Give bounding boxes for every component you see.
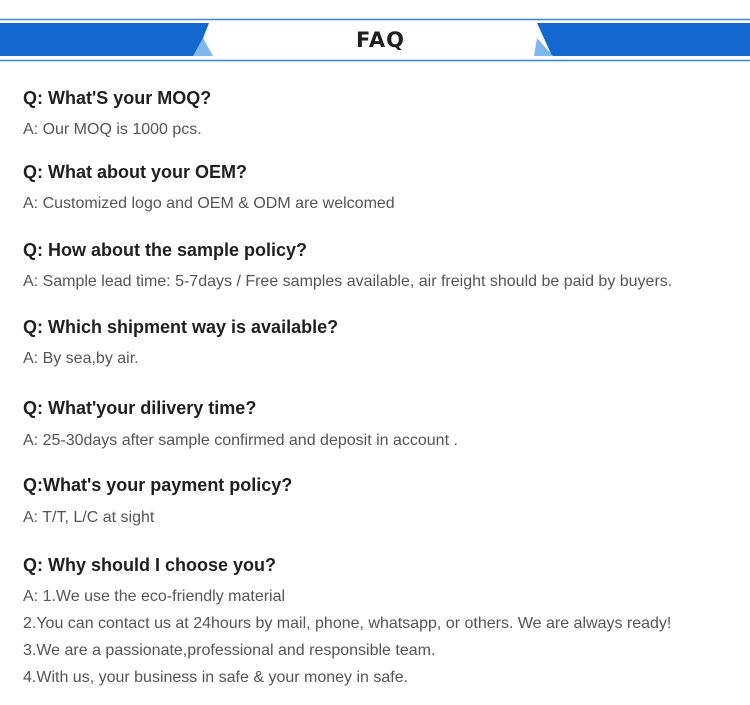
faq-answer: A: 1.We use the eco-friendly material: [23, 588, 286, 605]
faq-answer: A: Customized logo and OEM & ODM are welcomed: [23, 195, 395, 212]
faq-question: Q:What's your payment policy?: [23, 475, 293, 495]
faq-answer-line: 4.With us, your business in safe & your money in safe.: [23, 669, 409, 686]
faq-question: Q: What about your OEM?: [23, 162, 247, 182]
faq-answer: A: 25-30days after sample confirmed and deposit in account .: [23, 432, 458, 449]
faq-question: Q: What'your dilivery time?: [23, 398, 257, 418]
faq-answer-line: 3.We are a passionate,professional and responsible team.: [23, 642, 436, 659]
page-title: FAQ: [355, 28, 406, 52]
faq-question: Q: Why should I choose you?: [23, 555, 277, 575]
faq-answer: A: T/T, L/C at sight: [23, 509, 155, 526]
faq-answer-line: 2.You can contact us at 24hours by mail, phone, whatsapp, or others. We are always ready!: [23, 615, 672, 632]
faq-question: Q: Which shipment way is available?: [23, 317, 339, 337]
faq-answer: A: By sea,by air.: [23, 350, 139, 367]
faq-answer: A: Sample lead time: 5-7days / Free samples available, air freight should be paid by buyers.: [23, 273, 673, 290]
faq-question: Q: How about the sample policy?: [23, 240, 308, 260]
faq-question: Q: What'S your MOQ?: [23, 88, 212, 108]
faq-answer: A: Our MOQ is 1000 pcs.: [23, 121, 202, 138]
